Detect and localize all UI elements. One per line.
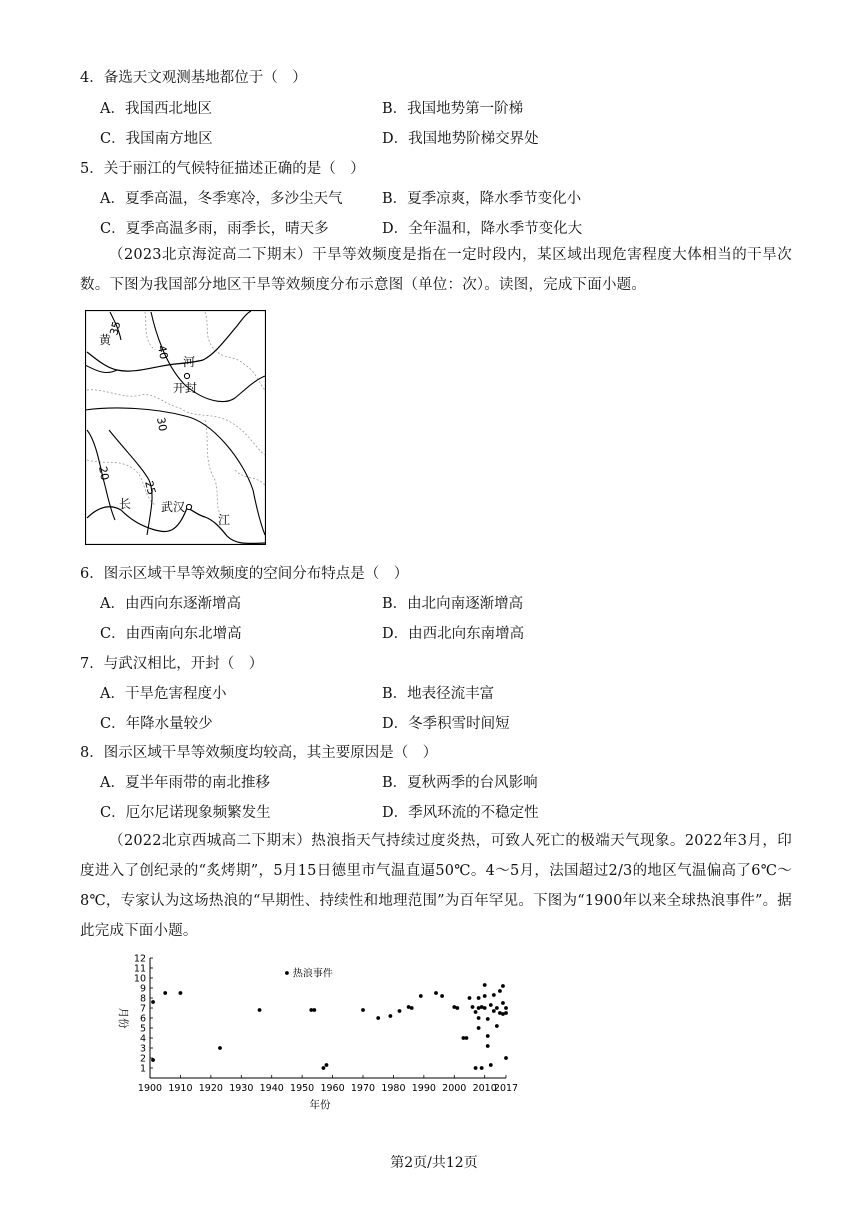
heatwave-point [480,1066,484,1070]
q4-option-d[interactable]: D．我国地势阶梯交界处 [382,131,539,147]
page-footer: 第2页/共12页 [390,1155,478,1171]
q6-option-b[interactable]: B．由北向南逐渐增高 [382,596,524,612]
x-tick-label: 1920 [198,1083,223,1094]
heatwave-point [504,1006,508,1010]
q8-option-d[interactable]: D．季风环流的不稳定性 [382,805,539,821]
kaifeng-marker [184,373,189,378]
heatwave-point [486,1044,490,1048]
question-6-stem: 6．图示区域干旱等效频度的空间分布特点是（ ） [80,566,409,582]
y-axis-label: 月份 [117,1007,129,1029]
x-tick-label: 2000 [442,1083,467,1094]
x-tick-label: 1970 [350,1083,376,1094]
x-tick-label: 1990 [411,1083,436,1094]
x-tick-label: 2017 [493,1083,518,1094]
heatwave-point [486,1017,490,1021]
q8-option-b[interactable]: B．夏秋两季的台风影响 [382,775,538,791]
heatwave-point [474,1066,478,1070]
y-tick-label: 10 [133,973,146,985]
heatwave-point [471,1005,475,1009]
q6-option-c[interactable]: C．由西南向东北增高 [100,626,242,642]
heatwave-point [486,1034,490,1038]
x-tick-label: 1910 [168,1083,193,1094]
heatwave-point [489,1063,493,1067]
passage-drought: （2023北京海淀高二下期末）干旱等效频度是指在一定时段内，某区域出现危害程度大体相当的干旱次数。下图为我国部分地区干旱等效频度分布示意图（单位：次）。读图，完成下面小题。 [80,247,792,293]
y-tick-label: 11 [133,963,146,975]
isoline-label-30: 30 [154,416,170,433]
y-tick-label: 2 [139,1053,146,1065]
y-tick-label: 6 [139,1013,146,1025]
x-tick-label: 2010 [472,1083,497,1094]
q7-option-d[interactable]: D．冬季积雪时间短 [382,716,510,732]
heatwave-point [465,1036,469,1040]
q6-option-d[interactable]: D．由西北向东南增高 [382,626,525,642]
isoline-label-40: 40 [155,344,171,361]
map-label-wuhan: 武汉 [161,500,186,514]
y-tick-label: 12 [133,953,146,965]
q8-option-c[interactable]: C．厄尔尼诺现象频繁发生 [100,805,271,821]
heatwave-point [477,996,481,1000]
legend-label: 热浪事件 [292,968,333,980]
wuhan-marker [186,504,191,509]
isoline-label-35: 35 [107,319,124,337]
heatwave-point [489,1003,493,1007]
y-tick-label: 7 [139,1003,146,1015]
heatwave-point [361,1008,365,1012]
heatwave-point [483,983,487,987]
heatwave-point [376,1016,380,1020]
heatwave-point [322,1066,326,1070]
heatwave-point [440,994,444,998]
passage-heatwave: （2022北京西城高二下期末）热浪指天气持续过度炎热，可致人死亡的极端天气现象。2022年3月，印度进入了创纪录的“炙烤期”，5月15日德里市气温直逼50℃。4～5月，法国超过2/3的地区气温偏高了6℃～8℃，专家认为这场热浪的“早期性、持续性和地理范围”为百年罕见。下图为“1900年以来全球热浪事件”。据此完成下面小题。 [80,833,792,939]
heatwave-point [163,991,167,995]
map-label-huang: 黄 [99,333,112,347]
x-tick-label: 1960 [320,1083,345,1094]
q5-option-a[interactable]: A．夏季高温，冬季寒冷，多沙尘天气 [100,191,343,207]
heatwave-point [468,996,472,1000]
heatwave-point [477,1016,481,1020]
x-tick-label: 1950 [290,1083,315,1094]
y-tick-label: 8 [139,993,146,1005]
heatwave-point [495,1006,499,1010]
heatwave-point [474,1010,478,1014]
y-tick-label: 3 [139,1043,146,1055]
heatwave-scatter-chart [108,948,518,1118]
heatwave-point [388,1014,392,1018]
heatwave-point [495,1024,499,1028]
heatwave-point [498,989,502,993]
map-label-kaifeng: 开封 [173,381,198,395]
question-4-stem: 4．备选天文观测基地都位于（ ） [80,70,307,86]
map-label-jiang: 江 [218,513,231,527]
map-label-he: 河 [183,355,196,369]
q5-option-c[interactable]: C．夏季高温多雨，雨季长，晴天多 [100,221,329,237]
heatwave-point [492,1009,496,1013]
heatwave-point [218,1046,222,1050]
heatwave-point [483,1006,487,1010]
y-tick-label: 1 [139,1063,146,1075]
q5-option-d[interactable]: D．全年温和，降水季节变化大 [382,221,583,237]
q5-option-b[interactable]: B．夏季凉爽，降水季节变化小 [382,191,582,207]
q7-option-b[interactable]: B．地表径流丰富 [382,686,495,702]
heatwave-point [179,991,183,995]
x-tick-label: 1930 [229,1083,254,1094]
heatwave-point [398,1009,402,1013]
isoline-label-25: 25 [142,479,159,497]
x-tick-label: 1940 [259,1083,284,1094]
question-5-stem: 5．关于丽江的气候特征描述正确的是（ ） [80,161,365,177]
q7-option-c[interactable]: C．年降水量较少 [100,716,213,732]
q7-option-a[interactable]: A．干旱危害程度小 [100,686,227,702]
heatwave-point [504,1056,508,1060]
heatwave-point [483,994,487,998]
heatwave-point [151,1000,155,1004]
heatwave-point [504,1011,508,1015]
heatwave-point [419,994,423,998]
legend-marker [285,971,289,975]
heatwave-point [434,991,438,995]
heatwave-point [501,1001,505,1005]
heatwave-point [492,993,496,997]
q4-option-c[interactable]: C．我国南方地区 [100,131,213,147]
heatwave-point [151,1058,155,1062]
q4-option-a[interactable]: A．我国西北地区 [100,101,212,117]
q4-option-b[interactable]: B．我国地势第一阶梯 [382,101,524,117]
heatwave-point [410,1006,414,1010]
q6-option-a[interactable]: A．由西向东逐渐增高 [100,596,241,612]
drought-frequency-map [85,310,266,545]
question-7-stem: 7．与武汉相比，开封（ ） [80,656,264,672]
heatwave-point [501,984,505,988]
isoline-label-20: 20 [96,465,112,482]
x-tick-label: 1900 [137,1083,163,1094]
x-axis-label: 年份 [309,1099,331,1111]
y-tick-label: 9 [139,983,146,995]
y-tick-label: 4 [139,1033,146,1045]
x-tick-label: 1980 [381,1083,406,1094]
heatwave-point [258,1008,262,1012]
y-tick-label: 5 [139,1023,146,1035]
heatwave-point [325,1063,329,1067]
heatwave-point [455,1006,459,1010]
map-label-chang: 长 [119,497,132,511]
question-8-stem: 8．图示区域干旱等效频度均较高，其主要原因是（ ） [80,745,438,761]
heatwave-point [477,1026,481,1030]
heatwave-point [312,1008,316,1012]
q8-option-a[interactable]: A．夏半年雨带的南北推移 [100,775,270,791]
